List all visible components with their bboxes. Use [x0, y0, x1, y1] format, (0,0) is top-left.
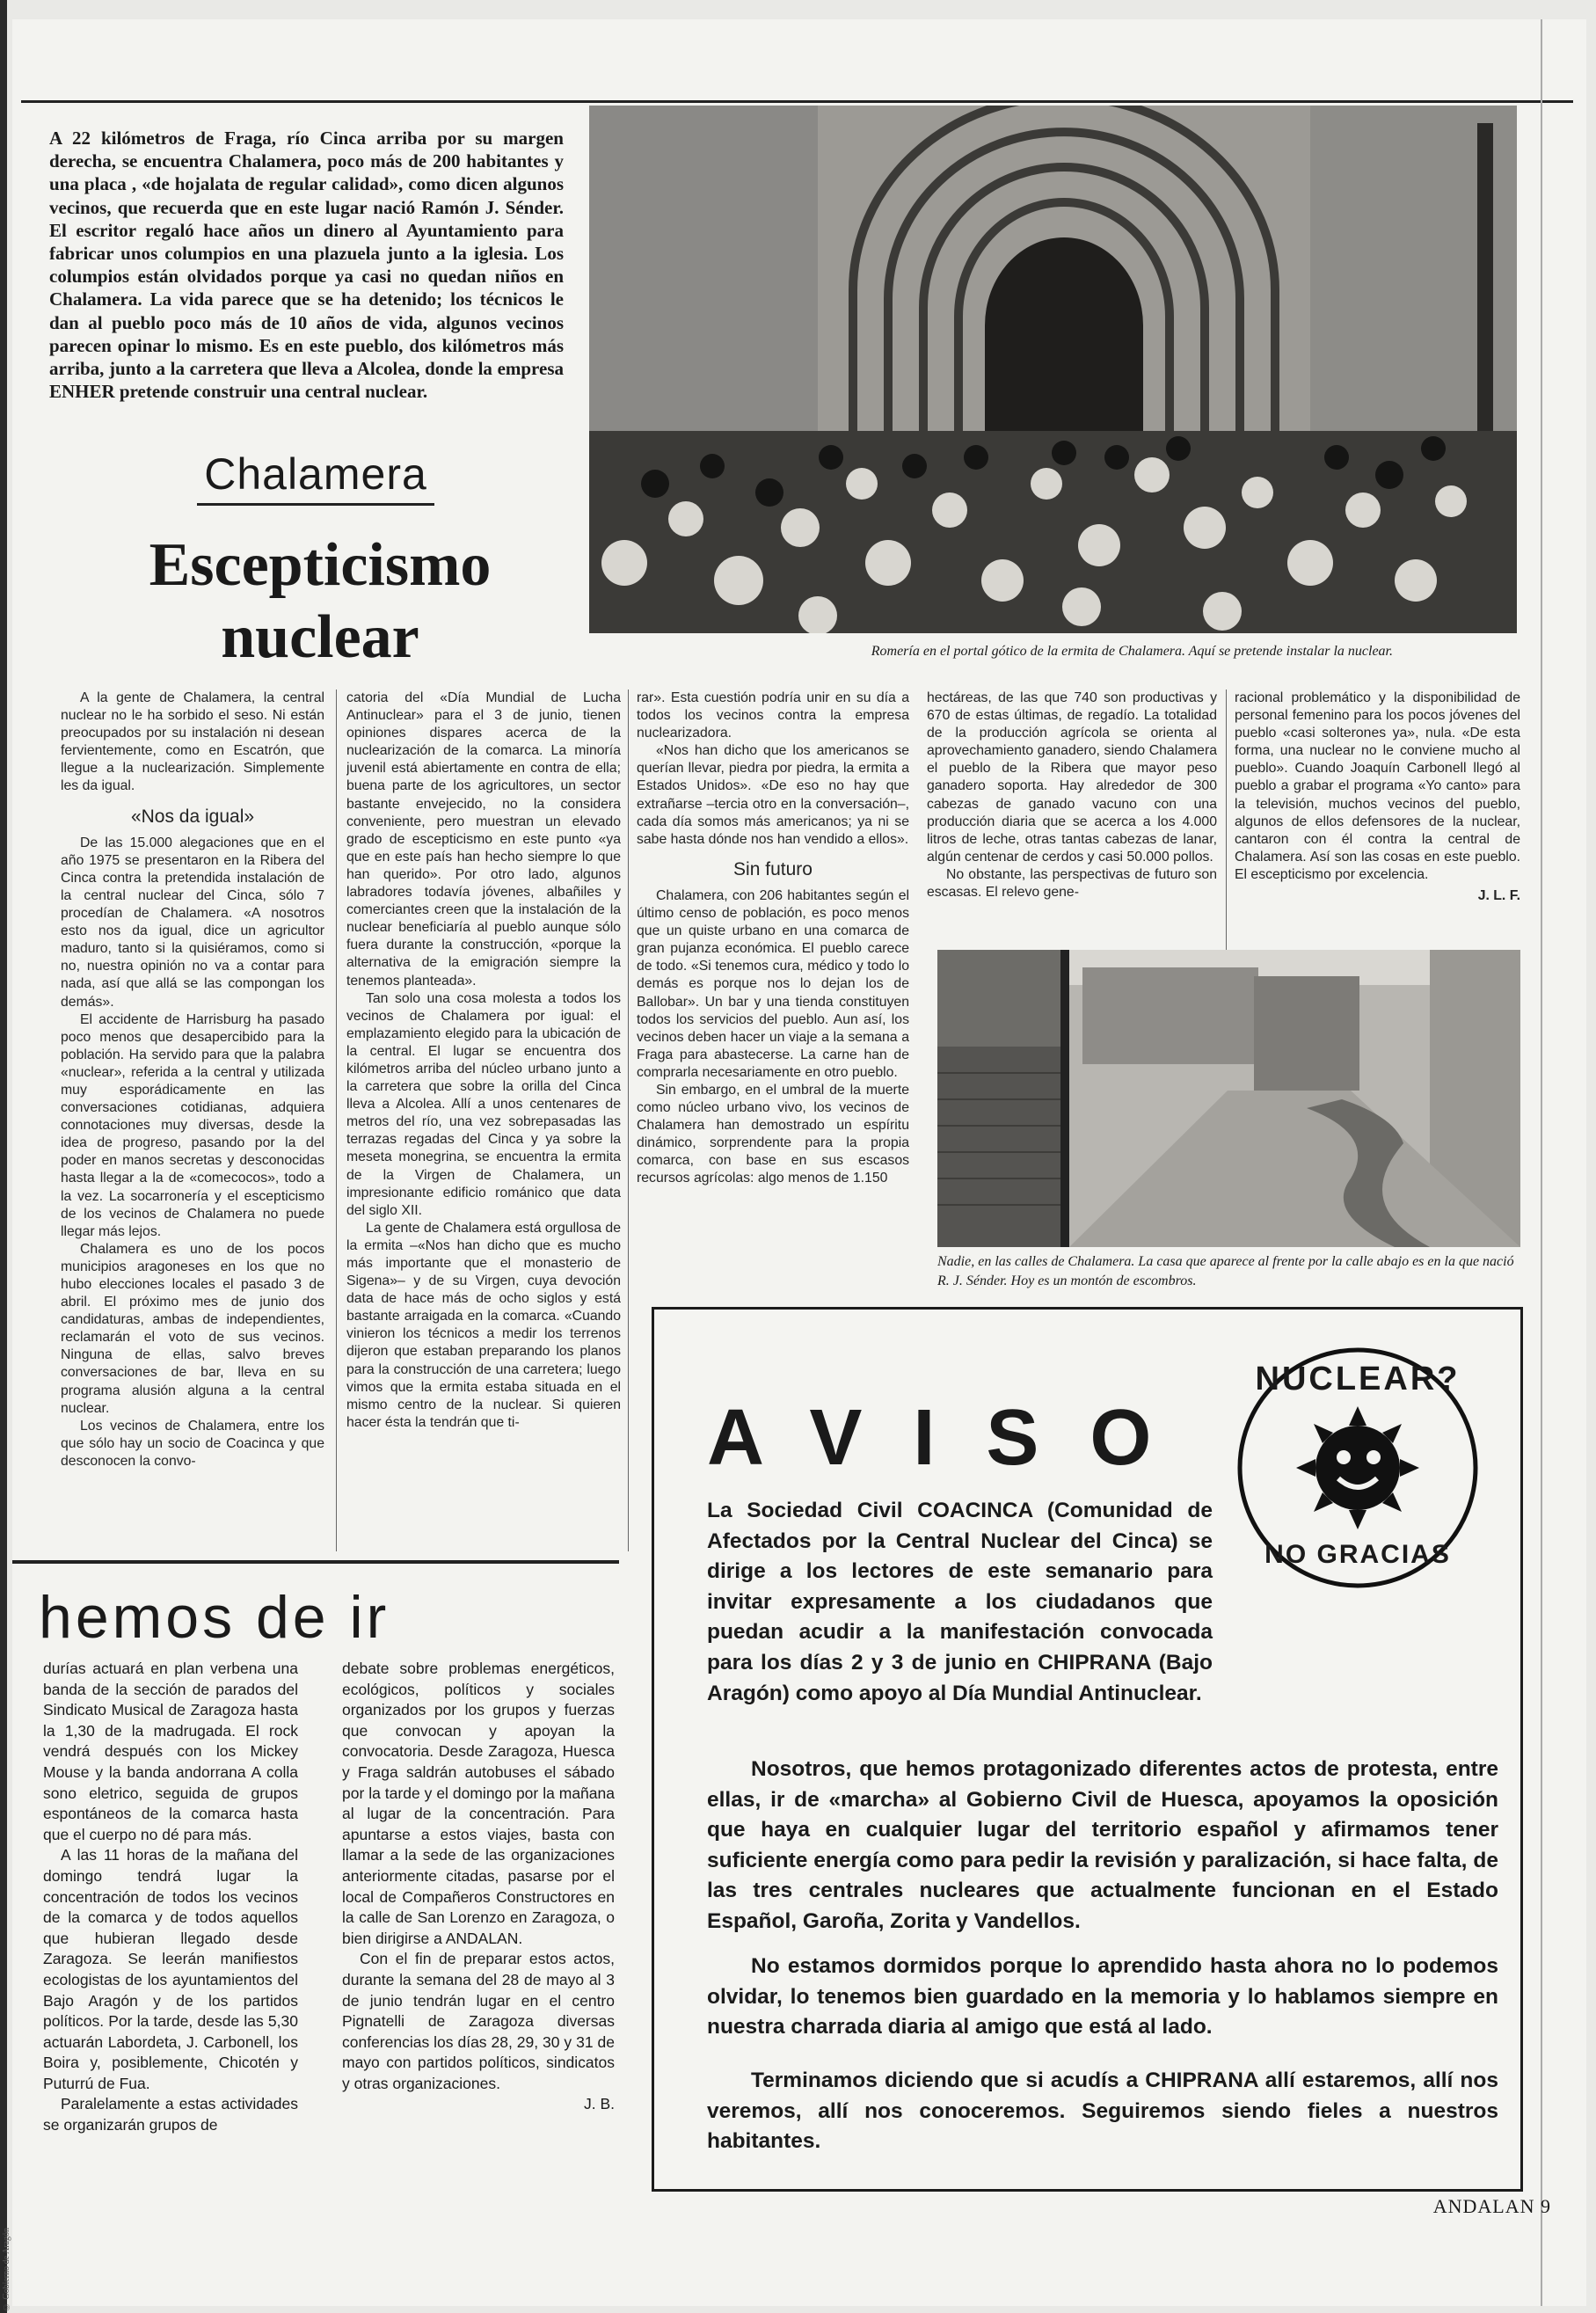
col5-signature: J. L. F.	[1477, 888, 1520, 904]
column-divider	[336, 690, 337, 1551]
article-column-4	[927, 690, 1217, 953]
section-kicker: Chalamera	[197, 449, 434, 506]
subheading-nos-da-igual: «Nos da igual»	[130, 806, 255, 827]
col4-paragraph-1: hectáreas, de las que 740 son productivas y 670 de estas últimas, de regadío. La totalidad de la producción agrícola se orienta al aprovechamiento ganadero, siendo Chalamera el pueblo de la Ribera que mayor peso ganadero soporta. Hay alrededor de 300 cabezas de ganado vacuno con una producción diaria que se acerca a los 4.000 litros de leche, otras tantas cabezas de lanar, algún centenar de cerdos y casi 50.000 pollos.	[927, 690, 1217, 865]
aviso-title: AVISO	[707, 1394, 1203, 1482]
hemos-col2-paragraph-1: debate sobre problemas energéticos, ecológicos, políticos y sociales organizados por los grupos y fuerzas que convocan y apoyan la convocatoria. Desde Zaragoza, Huesca y Fraga saldrán autobuses el sábado por la tarde y el domingo por la mañana al lugar de la concentración. Para apuntarse a estos viajes, basta con llamar a la sede de las organizaciones anteriormente citadas, pasarse por el local de Compañeros Constructores en la calle de San Lorenzo en Zaragoza, o bien dirigirse a ANDALAN.	[342, 1660, 615, 1947]
top-rule	[21, 100, 1573, 103]
hemos-col1-paragraph-3: Paralelamente a estas actividades se organizarán grupos de	[43, 2095, 298, 2134]
col5-paragraph-1: racional problemático y la disponibilidad de personal femenino para los pocos jóvenes del pueblo «casi solterones ya», nula. «De esta forma, una nuclear no le conviene mucho al pueblo». Cuando Joaquín Carbonell llegó al pueblo a grabar el programa «Yo canto» para la televisión, muchos vecinos del pueblo, algunos de ellos defensores de la nuclear, cantaron con él contra la central de Chalamera. Así son las cosas en este pueblo. El escepticismo por excelencia.	[1235, 690, 1520, 882]
photo-street-illustration	[937, 950, 1520, 1247]
copyright-note: © Gobierno de Aragón	[2, 2227, 11, 2311]
headline-line-2: nuclear	[221, 603, 419, 671]
nuclear-no-gracias-logo	[1235, 1345, 1481, 1591]
aviso-notice-box	[652, 1307, 1523, 2192]
photo-street	[937, 950, 1520, 1247]
photo-ermita-illustration	[589, 106, 1517, 633]
aviso-paragraph-1: La Sociedad Civil COACINCA (Comunidad de Afectados por la Central Nuclear del Cinca) se dirige a los lectores de este semanario para invitar expresamente a los ciudadanos que puedan acudir a la manifestación convocada para los días 2 y 3 de junio en CHIPRANA (Bajo Aragón) como apoyo al Día Mundial Antinuclear.	[707, 1499, 1213, 1705]
newspaper-page	[12, 19, 1586, 2306]
hemos-column-2	[342, 1659, 615, 2186]
aviso-paragraph-3: No estamos dormidos porque lo aprendido hasta ahora no lo podemos olvidar, lo tenemos bien guardado en la memoria y lo hablamos siempre en nuestra charrada diaria al amigo que está al lado.	[707, 1954, 1498, 2039]
col1-paragraph-5: Los vecinos de Chalamera, entre los que sólo hay un socio de Coacinca y que desconocen la convo-	[61, 1418, 324, 1469]
page-binding-edge	[0, 0, 7, 2313]
article-column-2	[346, 690, 621, 1551]
aviso-paragraph-2: Nosotros, que hemos protagonizado diferentes actos de protesta, entre ellas, ir de «marcha» al Gobierno Civil de Huesca, apoyamos la oposición que haya en cualquier lugar del territorio español y afirmamos tener suficiente energía como para pedir la revisión y paralización, si hace falta, de las tres centrales nucleares que actualmente funcionan en el Estado Español, Garoña, Zorita y Vandellos.	[707, 1757, 1498, 1933]
col2-paragraph-1: catoria del «Día Mundial de Lucha Antinuclear» para el 3 de junio, tienen opiniones dispares acerca de la nuclearización de la comarca. La minoría juvenil está abiertamente en contra de ella; buena parte de los agricultores, un sector bastante envejecido, no la considera conveniente, pero muestran un elevado grado de escepticismo en este punto «ya que en este país han hecho siempre lo que han querido». Por otro lado, algunos labradores todavía jóvenes, albañiles y comerciantes creen que la instalación de la nuclear beneficiaría al pueblo aunque sólo fuera durante la construcción, «porque la alternativa de la emigración siempre la tenemos planteada».	[346, 690, 621, 989]
col2-paragraph-3: La gente de Chalamera está orgullosa de la ermita –«Nos han dicho que es mucho más importante que el monasterio de Sigena»– y de su Virgen, cuya devoción data de hace más de ocho siglos y está bastante arraigada en la comarca. «Cuando vinieron los técnicos a medir los terrenos dijeron que estaban preparando los planos para la construcción de una carretera; luego vimos que la ermita estaba situada en el mismo centro de la nuclear. Si quieren hacer ésta la tendrán que ti-	[346, 1220, 621, 1430]
article-column-3	[637, 690, 909, 1305]
hemos-col1-paragraph-1: durías actuará en plan verbena una banda de la sección de parados del Sindicato Musical de Zaragoza hasta la 1,30 de la madrugada. El rock vendrá después con los Mickey Mouse y la banda andorrana A colla sono eletrico, seguida de grupos espontáneos de la comarca hasta que el cuerpo no dé para más.	[43, 1660, 298, 1843]
article-column-5	[1235, 690, 1520, 962]
col3-paragraph-2: «Nos han dicho que los americanos se querían llevar, piedra por piedra, la ermita a Estados Unidos». «De eso no hay que extrañarse –tercia otro en la conversación–, cada día somos más americanos; ya ni se sabe hasta dónde nos han vendido a ellos».	[637, 743, 909, 847]
intro-paragraph: A 22 kilómetros de Fraga, río Cinca arriba por su margen derecha, se encuentra Chalamera, poco más de 200 habitantes y una placa , «de hojalata de regular calidad», como dicen algunos vecinos, que recuerda que en este lugar nació Ramón J. Sénder. El escritor regaló hace años un dinero al Ayuntamiento para fabricar unos columpios en una plazuela junto a la iglesia. Los columpios están olvidados porque ya casi no quedan niños en Chalamera. La vida parece que se ha detenido; los técnicos le dan al pueblo poco más de 10 años de vida, algunos vecinos parecen opinar lo mismo. Es en este pueblo, dos kilómetros más arriba, junto a la carretera que lleva a Alcolea, donde la empresa ENHER pretende construir una central nuclear.	[49, 128, 564, 403]
page-footer: ANDALAN 9	[1432, 2195, 1551, 2217]
section-rule	[12, 1560, 619, 1564]
headline	[100, 529, 540, 674]
hemos-col2-signature: J. B.	[583, 2095, 615, 2113]
column-divider	[1226, 690, 1227, 953]
right-margin-rule	[1541, 19, 1542, 2306]
col3-paragraph-3: Chalamera, con 206 habitantes según el último censo de población, es poco menos que un quiste urbano en una comarca de gran pujanza económica. El pueblo carece de todo. «Si tenemos cura, médico y todo lo demás es porque nos lo dejan los de Ballobar». Un bar y una tienda constituyen todos los servicios del pueblo. Aun así, los vecinos deben hacer un viaje a la semana a Fraga para abastecerse. La carne han de comprarla necesariamente en otro pueblo.	[637, 887, 909, 1080]
headline-line-1: Escepticismo	[149, 531, 492, 599]
photo-street-caption: Nadie, en las calles de Chalamera. La casa que aparece al frente por la calle abajo es en la que nació R. J. Sénder. Hoy es un montón de escombros.	[937, 1254, 1514, 1288]
col1-paragraph-1: A la gente de Chalamera, la central nuclear no le ha sorbido el seso. Ni están preocupados por su instalación ni desean fervientemente, como en Escatrón, que llegue a la nuclearización. Simplemente les da igual.	[61, 690, 324, 794]
logo-text-nuclear: NUCLEAR?	[1255, 1361, 1461, 1397]
photo-ermita-caption: Romería en el portal gótico de la ermita de Chalamera. Aquí se pretende instalar la nuclear.	[871, 644, 1393, 659]
col1-paragraph-2: De las 15.000 alegaciones que en el año 1975 se presentaron en la Ribera del Cinca contra la pretendida instalación de la central nuclear del Cinca, sólo 7 procedían de Chalamera. «A nosotros esto nos da igual, dice un agricultor maduro, tanto si la quisiéramos, como si no, nuestra opinión no va a contar para nada, así que allá se las compongan los demás».	[61, 835, 324, 1010]
col4-paragraph-2: No obstante, las perspectivas de futuro son escasas. El relevo gene-	[927, 866, 1217, 901]
section-title-hemos-de-ir: hemos de ir	[39, 1584, 390, 1651]
hemos-column-1	[43, 1659, 298, 2186]
aviso-paragraph-4: Terminamos diciendo que si acudís a CHIPRANA allí estaremos, allí nos veremos, allí nos conoceremos. Seguiremos siendo fieles a nuestros habitantes.	[707, 2069, 1498, 2154]
col3-paragraph-4: Sin embargo, en el umbral de la muerte como núcleo urbano vivo, los vecinos de Chalamera han demostrado un espíritu dinámico, sorprendente para la propia comarca, con base en sus escasos recursos agrícolas: algo menos de 1.150	[637, 1082, 909, 1186]
col3-paragraph-1: rar». Esta cuestión podría unir en su día a todos los vecinos contra la empresa nuclearizadora.	[637, 690, 909, 741]
column-divider	[628, 690, 629, 1551]
col1-paragraph-3: El accidente de Harrisburg ha pasado poco menos que desapercibido para la población. Ha servido para que la palabra «nuclear», referida a la central y utilizada muy esporádicamente en las conversaciones cotidianas, adquiera connotaciones muy diversas, desde la idea de progreso, pasando por la del poder en manos secretas y desconocidas hasta llegar a la de «comecocos», todo a la vez. La socarronería y el escepticismo de los vecinos de Chalamera no puede llegar más lejos.	[61, 1011, 324, 1239]
hemos-col2-paragraph-2: Con el fin de preparar estos actos, durante la semana del 28 de mayo al 3 de junio tendrán lugar en el centro Pignatelli de Zaragoza diversas conferencias los días 28, 29, 30 y 31 de mayo con partidos políticos, sindicatos y otras organizaciones.	[342, 1950, 615, 2092]
logo-text-no-gracias: NO GRACIAS	[1264, 1540, 1451, 1569]
col2-paragraph-2: Tan solo una cosa molesta a todos los vecinos de Chalamera por igual: el emplazamiento elegido para la ubicación de la central. El lugar se encuentra dos kilómetros arriba del núcleo urbano junto a la carretera que sobre la orilla del Cinca lleva a Alcolea. Allí a unos centenares de metros del río, una vez sobrepasadas las terrazas regadas del Cinca y ya sobre la meseta monegrina, se encuentra la ermita de la Virgen de Chalamera, un impresionante edificio románico que data del siglo XII.	[346, 990, 621, 1218]
article-column-1	[61, 690, 324, 1551]
photo-ermita-portal	[589, 106, 1517, 633]
hemos-col1-paragraph-2: A las 11 horas de la mañana del domingo tendrá lugar la concentración de todos los vecinos de la comarca y de todos aquellos que hubieran llegado desde Zaragoza. Se leerán manifiestos ecologistas de los ayuntamientos del Bajo Aragón y de los partidos políticos. Por la tarde, desde las 5,30 actuarán Labordeta, J. Carbonell, los Boira y, posiblemente, Chicotén y Puturrú de Fua.	[43, 1846, 298, 2092]
subheading-sin-futuro: Sin futuro	[733, 858, 813, 879]
col1-paragraph-4: Chalamera es uno de los pocos municipios aragoneses en los que no hubo elecciones locales el pasado 3 de abril. El próximo mes de junio dos candidaturas, ambas de independientes, reclamarán el voto de sus vecinos. Ninguna de ellas, salvo breves conversaciones de bar, lleva en su programa alusión alguna a la central nuclear.	[61, 1241, 324, 1416]
